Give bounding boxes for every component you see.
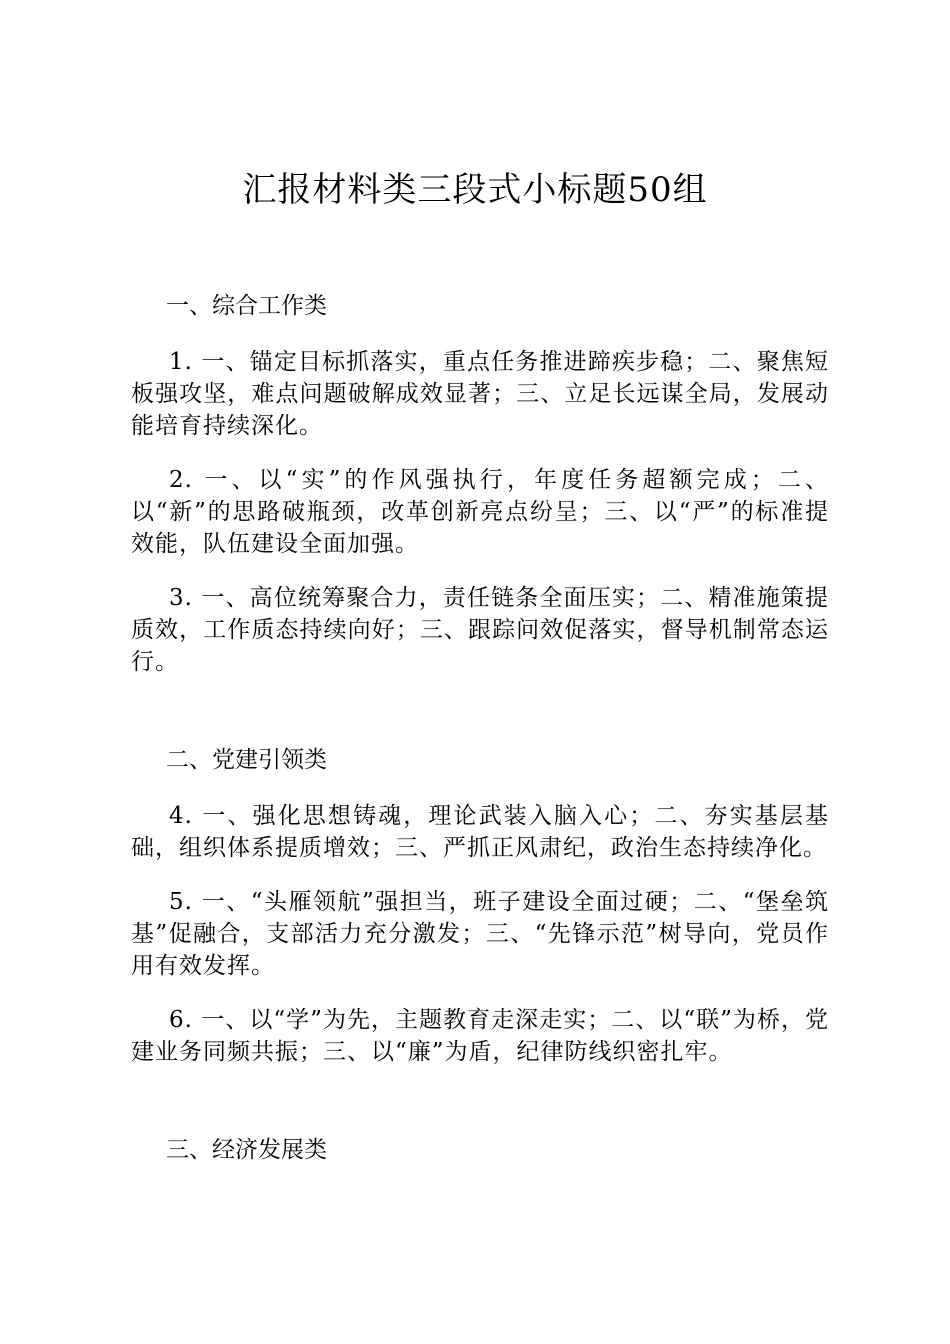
section-heading-2: 二、党建引领类 xyxy=(166,747,327,773)
list-item-5: 5. 一、“头雁领航”强担当，班子建设全面过硬；二、“堡垒筑基”促融合，支部活力充分激发；三、“先锋示范”树导向，党员作用有效发挥。 xyxy=(131,889,829,979)
section-heading-3: 三、经济发展类 xyxy=(166,1137,327,1163)
list-item-3: 3. 一、高位统筹聚合力，责任链条全面压实；二、精准施策提质效，工作质态持续向好；三、跟踪问效促落实，督导机制常态运行。 xyxy=(131,585,829,675)
list-item-2: 2. 一、以“实”的作风强执行，年度任务超额完成；二、以“新”的思路破瓶颈，改革创新亮点纷呈；三、以“严”的标准提效能，队伍建设全面加强。 xyxy=(131,467,829,557)
list-item-1: 1. 一、锚定目标抓落实，重点任务推进蹄疾步稳；二、聚焦短板强攻坚，难点问题破解成效显著；三、立足长远谋全局，发展动能培育持续深化。 xyxy=(131,349,829,439)
section-heading-1: 一、综合工作类 xyxy=(166,293,327,319)
list-item-6: 6. 一、以“学”为先，主题教育走深走实；二、以“联”为桥，党建业务同频共振；三、以“廉”为盾，纪律防线织密扎牢。 xyxy=(131,1007,829,1065)
document-body xyxy=(131,290,829,1166)
document-title: 汇报材料类三段式小标题50组 xyxy=(242,170,708,210)
list-item-4: 4. 一、强化思想铸魂，理论武装入脑入心；二、夯实基层基础，组织体系提质增效；三、严抓正风肃纪，政治生态持续净化。 xyxy=(131,803,829,861)
